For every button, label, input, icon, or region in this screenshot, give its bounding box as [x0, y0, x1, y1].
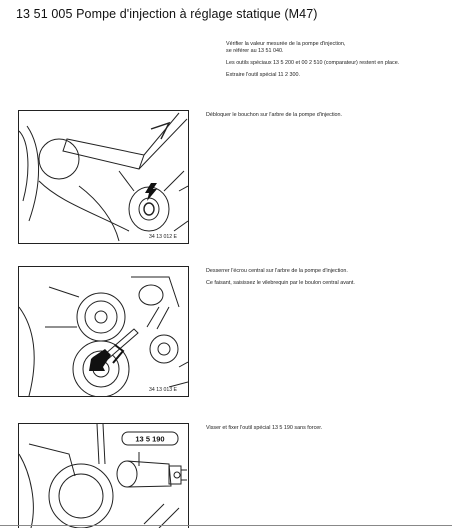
page-divider: [0, 525, 452, 526]
illustration-loosen-plug: [19, 111, 188, 243]
step-line: Desserrer l'écrou central sur l'arbre de la pompe d'injection.: [206, 268, 348, 274]
figure-step-1: [18, 110, 189, 244]
figure-step-3: [18, 423, 189, 528]
step-2-text: [206, 268, 446, 292]
page-title: 13 51 005 Pompe d'injection à réglage statique (M47): [16, 7, 318, 21]
figure-code: 34 13 012 E: [149, 234, 177, 240]
step-line: Ce faisant, saisissez le vilebrequin par le boulon central avant.: [206, 280, 355, 286]
intro-line: Les outils spéciaux 13 5 200 et 00 2 510 (comparateur) restent en place.: [226, 60, 400, 66]
step-line: Débloquer le bouchon sur l'arbre de la pompe d'injection.: [206, 112, 343, 118]
figure-step-2: [18, 266, 189, 397]
step-line: Visser et fixer l'outil spécial 13 5 190 sans forcer.: [206, 425, 323, 431]
illustration-loosen-nut: [19, 267, 188, 396]
intro-line: Vérifier la valeur mesurée de la pompe d'injection, se référer au 13 51 040.: [226, 41, 346, 54]
figure-code: 34 13 013 E: [149, 387, 177, 393]
step-3-text: [206, 425, 446, 437]
tool-label: 13 5 190: [135, 434, 165, 444]
step-1-text: [206, 112, 446, 124]
intro-instructions: [226, 41, 446, 84]
illustration-fit-tool: [19, 424, 188, 528]
intro-line: Extraire l'outil spécial 11 2 300.: [226, 72, 301, 78]
